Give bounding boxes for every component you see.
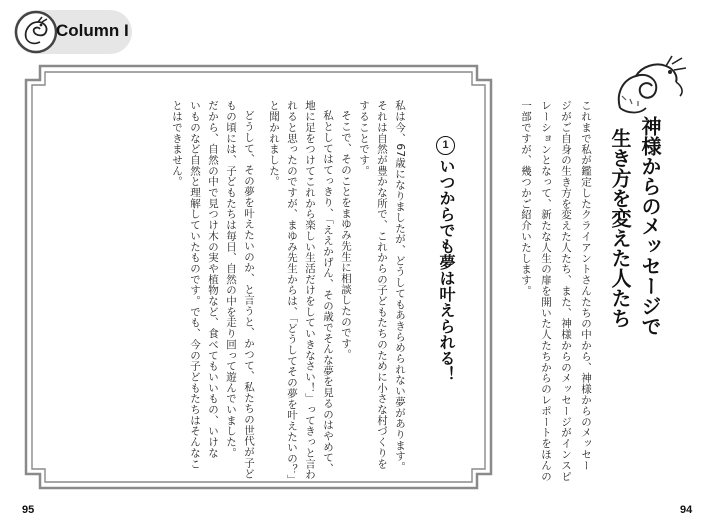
- column-label: Column I: [56, 21, 129, 40]
- intro-line: ジがご自身の生き方を変えた人たち、また、神様からのメッセージがインスピ: [560, 100, 572, 482]
- intro-line: 一部ですが、幾つかご紹介いたします。: [520, 100, 532, 297]
- body-line: とはできません。: [171, 100, 183, 187]
- body-line: それは自然が豊かな所で、これからの子どもたちのために小さな村づくりを: [376, 100, 388, 469]
- decorative-frame: [24, 64, 493, 490]
- intro-line: レーションとなって、新たな人生の扉を開いた人たちからのレポートをほんの: [540, 100, 552, 482]
- body-line: と聞かれました。: [268, 100, 280, 187]
- body-line: いものなど自然と理解していたものです。でも、今の子どもたちはそんなこ: [189, 100, 201, 469]
- page-number-left: 95: [22, 504, 35, 516]
- body-line: 地に足をつけてこれから楽しい生活だけをしていきなさい！」ってきっと言わ: [304, 100, 316, 480]
- body-line: れると思ったのですが、まゆみ先生からは、「どうしてその夢を叶えたいの？」: [286, 100, 298, 486]
- column-title-line: 生き方を変えた人たち: [608, 128, 632, 328]
- page-number-right: 94: [680, 504, 693, 516]
- column-badge: [14, 10, 132, 54]
- body-line: することです。: [358, 100, 370, 176]
- dragon-emblem-icon: [14, 10, 58, 54]
- body-line: もの頃には、子どもたちは毎日、自然の中を走り回って遊んでいました。: [225, 100, 237, 459]
- section-number: 1: [436, 136, 455, 155]
- intro-line: これまで私が鑑定したクライアントさんたちの中から、神様からのメッセー: [580, 100, 592, 471]
- section-heading: いつからでも夢は叶えられる！: [437, 158, 456, 382]
- body-line: そこで、そのことをまゆみ先生に相談したのです。: [340, 110, 352, 360]
- dragon-illustration-icon: [612, 50, 692, 120]
- column-title-line: 神様からのメッセージで: [638, 116, 662, 336]
- body-line: だから、自然の中で見つけ木の実や植物など、食べてもいいもの、いけな: [207, 100, 219, 459]
- body-line: 私としてはてっきり、「ええかげん、その歳でそんな夢を見るのはやめて、: [322, 110, 334, 474]
- body-line: どうして、その夢を叶えたいのか、と言うと、かつて、私たちの世代が子ど: [243, 110, 255, 479]
- body-line: 私は今、67歳になりましたが、どうしてもあきらめられない夢があります。: [394, 100, 406, 473]
